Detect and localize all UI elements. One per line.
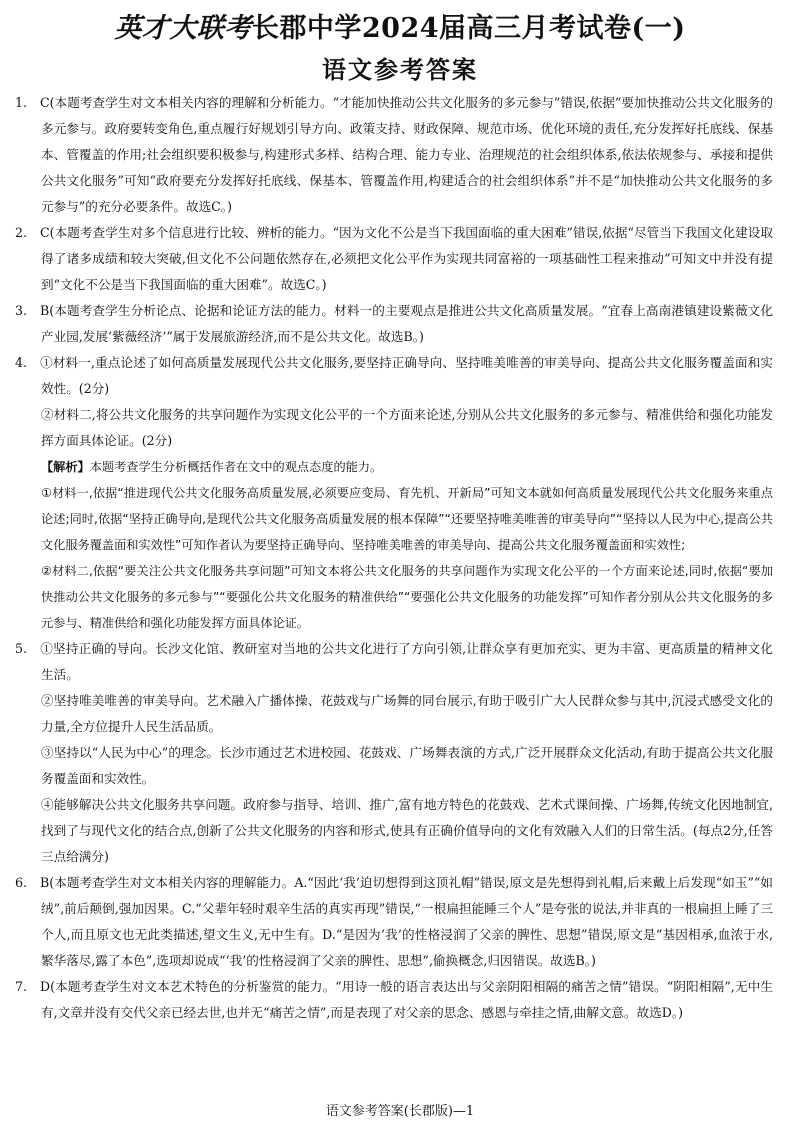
exam-name: 长郡中学2024届高三月考试卷(一) bbox=[251, 13, 686, 44]
analysis-label: 【解析】 bbox=[41, 460, 90, 474]
item-text: ②坚持唯美唯善的审美导向。艺术融入广播体操、花鼓戏与广场舞的同台展示,有助于吸引广大人民群众参与其中,沉浸式感受文化的力量,全方位提升人民生活品质。 bbox=[41, 693, 773, 734]
item-number: 2. bbox=[15, 225, 28, 240]
answer-item-4 bbox=[15, 350, 773, 402]
analysis-intro-text: 本题考查学生分析概括作者在文中的观点态度的能力。 bbox=[89, 460, 383, 474]
item-text: ④能够解决公共文化服务共享问题。政府参与指导、培训、推广,富有地方特色的花鼓戏、艺术式课间操、广场舞,传统文化因地制宜,找到了与现代文化的结合点,创新了公共文化服务的内容和形式,使具有正确价值导向的文化有效融入人们的日常生活。(每点2分,任答三点给满分) bbox=[41, 797, 773, 864]
item-text: B(本题考查学生对文本相关内容的理解能力。A.“因此‘我’迫切想得到这顶礼帽”错误,原文是先想得到礼帽,后来戴上后发现“如玉”“如绒”,前后颠倒,强加因果。C.“父辈年轻时艰辛生活的真实再现”错误,“一根扁担能睡三个人”是夸张的说法,并非真的一根扁担上睡了三个人,而且原文也无此类描述,望文生义,无中生有。D.“是因为‘我’的性格浸润了父亲的脾性、思想”错误,原文是“基因相承,血浓于水,繁华落尽,露了本色”,选项却说成“‘我’的性格浸润了父亲的脾性、思想”,偷换概念,归因错误。故选B。) bbox=[40, 875, 773, 968]
analysis-intro bbox=[28, 454, 773, 480]
answer-item-4-part-2 bbox=[28, 402, 773, 454]
item-text: ①材料一,重点论述了如何高质量发展现代公共文化服务,要坚持正确导向、坚持唯美唯善的审美导向、提高公共文化服务覆盖面和实效性。(2分) bbox=[40, 355, 773, 396]
exam-header bbox=[0, 6, 800, 45]
analysis-paragraph-2: ②材料二,依据“要关注公共文化服务共享问题”可知文本将公共文化服务的共享问题作为实现文化公平的一个方面来论述,同时,依据“要加快推动公共文化服务的多元参与”“要强化公共文化服务的精准供给”“要强化公共文化服务的功能发挥”可知作者分别从公共文化服务的多元参与、精准供给和强化功能发挥方面具体论证。 bbox=[41, 564, 773, 630]
answer-content bbox=[15, 90, 773, 1026]
answer-item-5-part-3 bbox=[28, 740, 773, 792]
item-text: ②材料二,将公共文化服务的共享问题作为实现文化公平的一个方面来论述,分别从公共文化服务的多元参与、精准供给和强化功能发挥方面具体论证。(2分) bbox=[41, 407, 773, 448]
item-number: 4. bbox=[15, 355, 28, 370]
item-text: B(本题考查学生分析论点、论据和论证方法的能力。材料一的主要观点是推进公共文化高质量发展。“宜春上高南港镇建设紫薇文化产业园,发展‘紫薇经济’”属于发展旅游经济,而不是公共文化。故选B。) bbox=[40, 303, 773, 344]
item-text: ③坚持以“人民为中心”的理念。长沙市通过艺术进校园、花鼓戏、广场舞表演的方式,广泛开展群众文化活动,有助于提高公共文化服务覆盖面和实效性。 bbox=[41, 745, 773, 786]
answer-item-5-part-2 bbox=[28, 688, 773, 740]
item-number: 7. bbox=[15, 979, 28, 994]
answer-item-6 bbox=[15, 870, 773, 974]
answer-item-5-part-4 bbox=[28, 792, 773, 870]
answer-item-5 bbox=[15, 636, 773, 688]
item-number: 1. bbox=[15, 95, 28, 110]
item-text: D(本题考查学生对文本艺术特色的分析鉴赏的能力。“用诗一般的语言表达出与父亲阴阳相隔的痛苦之情”错误。“阴阳相隔”,无中生有,文章并没有交代父亲已经去世,也并无“痛苦之情”,而是表现了对父亲的思念、感恩与牵挂之情,曲解文意。故选D。) bbox=[40, 979, 773, 1020]
brand-logo-text: 英才大联考 bbox=[114, 13, 252, 44]
answer-item-1 bbox=[15, 90, 773, 220]
analysis-paragraph-1: ①材料一,依据“推进现代公共文化服务高质量发展,必须要应变局、育先机、开新局”可知文本就如何高质量发展现代公共文化服务来重点论述;同时,依据“坚持正确导向,是现代公共文化服务高质量发展的根本保障”“还要坚持唯美唯善的审美导向”“坚持以人民为中心,提高公共文化服务覆盖面和实效性”可知作者认为要坚持正确导向、坚持唯美唯善的审美导向、提高公共文化服务覆盖面和实效性; bbox=[41, 486, 773, 552]
item-number: 3. bbox=[15, 303, 28, 318]
item-text: C(本题考查学生对多个信息进行比较、辨析的能力。“因为文化不公是当下我国面临的重大困难”错误,依据“尽管当下我国文化建设取得了诸多成绩和较大突破,但文化不公问题依然存在,必须把文化公平作为实现共同富裕的一项基础性工程来推动”可知文中并没有提到“文化不公是当下我国面临的重大困难”。故选C。) bbox=[40, 225, 773, 292]
item-number: 6. bbox=[15, 875, 28, 890]
item-number: 5. bbox=[15, 641, 28, 656]
item-text: C(本题考查学生对文本相关内容的理解和分析能力。“才能加快推动公共文化服务的多元参与”错误,依据“要加快推动公共文化服务的多元参与。政府要转变角色,重点履行好规划引导方向、政策支持、财政保障、规范市场、优化环境的责任,充分发挥好托底线、保基本、管覆盖的作用;社会组织要积极参与,构建形式多样、结构合理、能力专业、治理规范的社会组织体系,依法依规参与、承接和提供公共文化服务”可知“政府要充分发挥好托底线、保基本、管覆盖作用,构建适合的社会组织体系”并不是“加快推动公共文化服务的多元参与”的充分必要条件。故选C。) bbox=[40, 95, 773, 214]
answer-item-3 bbox=[15, 298, 773, 350]
page-footer: 语文参考答案(长郡版)—1 bbox=[325, 1104, 475, 1119]
answer-item-2 bbox=[15, 220, 773, 298]
document-title: 语文参考答案 bbox=[322, 56, 478, 84]
answer-item-7 bbox=[15, 974, 773, 1026]
item-text: ①坚持正确的导向。长沙文化馆、教研室对当地的公共文化进行了方向引领,让群众享有更加充实、更为丰富、更高质量的精神文化生活。 bbox=[40, 641, 773, 682]
